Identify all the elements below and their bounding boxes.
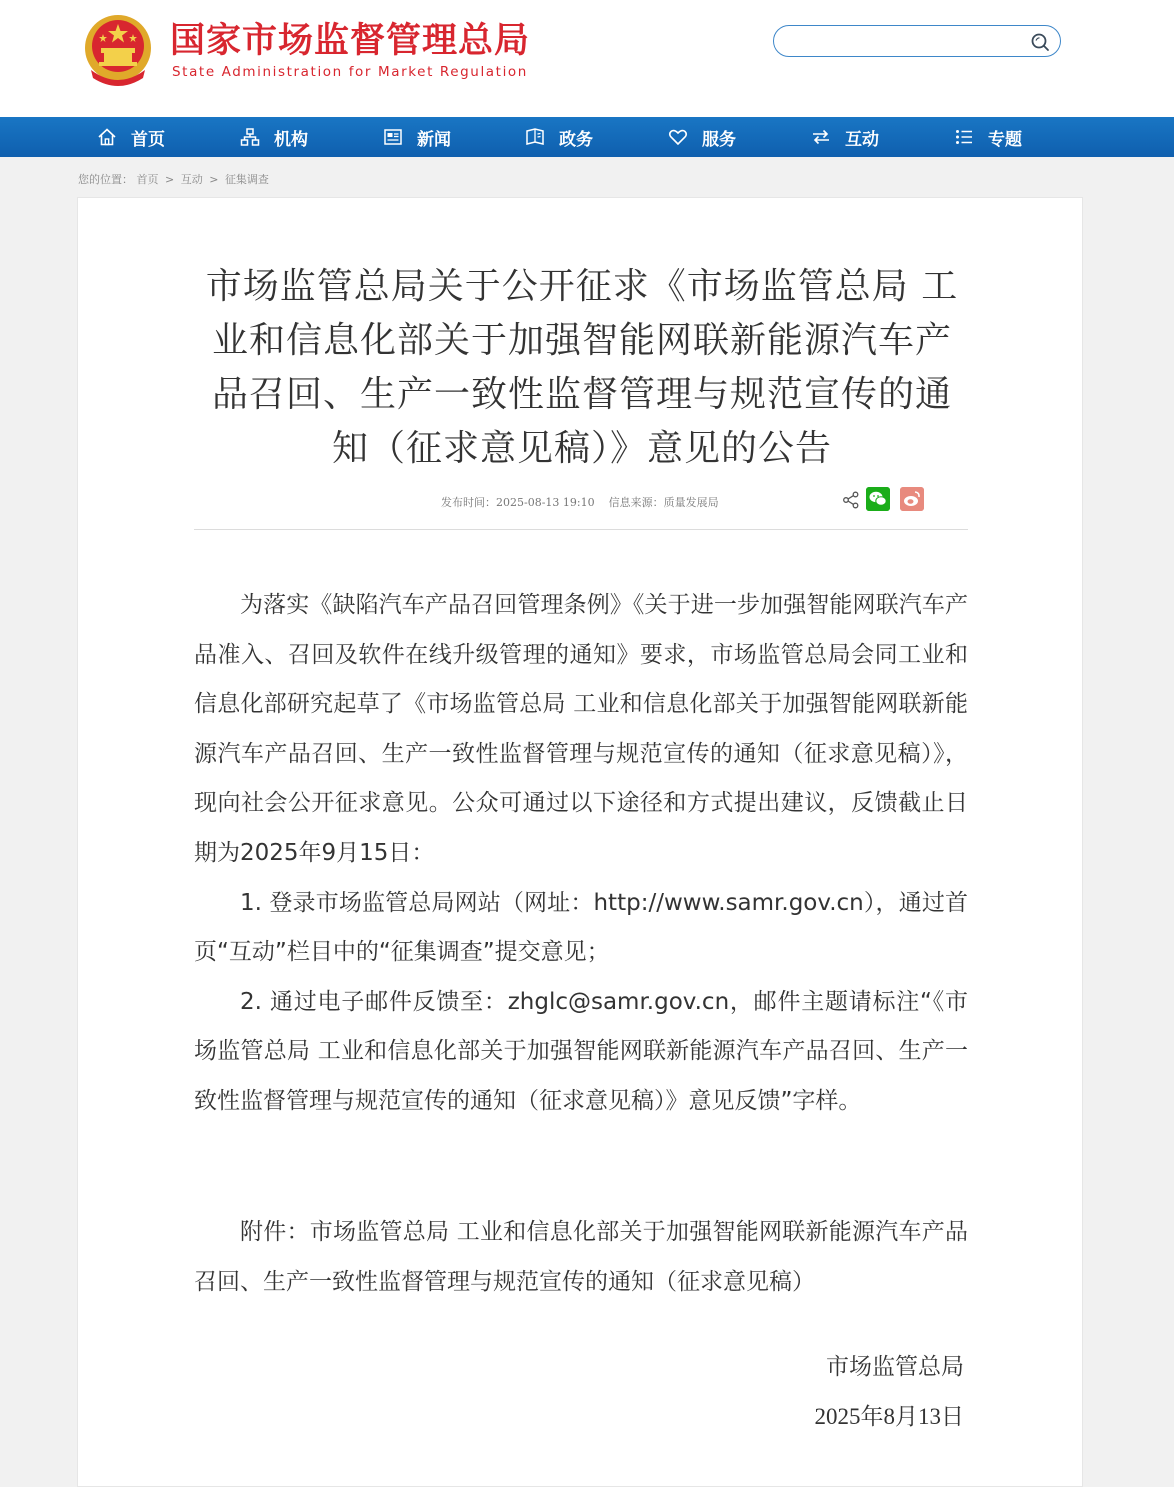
article-body — [194, 581, 968, 1127]
source-label: 信息来源： — [608, 496, 664, 509]
nav-item-news[interactable] — [383, 117, 451, 157]
breadcrumb-prefix: 您的位置： — [78, 173, 133, 186]
article-title: 市场监管总局关于公开征求《市场监管总局 工业和信息化部关于加强智能网联新能源汽车产品召回、生产一致性监督管理与规范宣传的通知（征求意见稿）》意见的公告 — [205, 266, 959, 469]
nav-item-services[interactable] — [668, 117, 736, 157]
site-logo-subtitle[interactable]: State Administration for Market Regulation — [172, 64, 528, 80]
article-card — [77, 197, 1083, 1487]
nav-label: 互动 — [845, 129, 879, 150]
nav-item-government-affairs[interactable] — [525, 117, 593, 157]
nav-label: 服务 — [702, 129, 736, 150]
breadcrumb-separator: > — [209, 173, 219, 186]
share-icon[interactable] — [842, 491, 860, 509]
breadcrumb-item-survey[interactable]: 征集调查 — [224, 173, 269, 186]
signature-date: 2025年8月13日 — [814, 1404, 964, 1429]
main-nav — [0, 117, 1174, 157]
nav-item-topics[interactable] — [954, 117, 1022, 157]
nav-label: 政务 — [559, 129, 593, 150]
weibo-icon[interactable] — [900, 487, 924, 511]
org-chart-icon — [240, 127, 260, 147]
search-input[interactable] — [788, 31, 1008, 51]
search-icon[interactable] — [1030, 32, 1050, 52]
site-header — [0, 0, 1174, 117]
source-value: 质量发展局 — [663, 496, 719, 509]
breadcrumb — [78, 171, 269, 187]
breadcrumb-item-home[interactable]: 首页 — [136, 173, 159, 186]
article-paragraph: 2. 通过电子邮件反馈至：zhglc@samr.gov.cn，邮件主题请标注“《市场监管总局 工业和信息化部关于加强智能网联新能源汽车产品召回、生产一致性监督管理与规范宣传的通知（征求意见稿）》意见反馈”字样。 — [194, 988, 968, 1114]
exchange-arrows-icon — [811, 127, 831, 147]
article-meta — [441, 494, 719, 510]
publish-time-label: 发布时间： — [441, 496, 496, 509]
nav-label: 首页 — [131, 129, 165, 150]
nav-label: 新闻 — [417, 129, 451, 150]
attachment-text[interactable]: 附件：市场监管总局 工业和信息化部关于加强智能网联新能源汽车产品召回、生产一致性监督管理与规范宣传的通知（征求意见稿） — [194, 1219, 968, 1295]
signature-org: 市场监管总局 — [826, 1354, 964, 1380]
wechat-icon[interactable] — [866, 487, 890, 511]
search-box — [773, 25, 1061, 57]
nav-item-home[interactable] — [97, 117, 165, 157]
article-paragraph: 为落实《缺陷汽车产品召回管理条例》《关于进一步加强智能网联汽车产品准入、召回及软件在线升级管理的通知》要求，市场监管总局会同工业和信息化部研究起草了《市场监管总局 工业和信息化部关于加强智能网联新能源汽车产品召回、生产一致性监督管理与规范宣传的通知（征求意见稿）》，现向社会公开征求意见。公众可通过以下途径和方式提出建议，反馈截止日期为2025年9月15日： — [194, 592, 968, 866]
nav-label: 机构 — [274, 129, 308, 150]
topic-list-icon — [954, 127, 974, 147]
publish-time: 2025-08-13 19:10 — [496, 496, 595, 509]
meta-divider — [194, 529, 968, 530]
nav-label: 专题 — [988, 129, 1022, 150]
article-paragraph: 1. 登录市场监管总局网站（网址：http://www.samr.gov.cn），通过首页“互动”栏目中的“征集调查”提交意见； — [194, 889, 968, 966]
breadcrumb-item-interaction[interactable]: 互动 — [180, 173, 203, 186]
nav-item-organization[interactable] — [240, 117, 308, 157]
national-emblem-icon[interactable] — [83, 12, 153, 86]
news-icon — [383, 127, 403, 147]
government-affairs-icon — [525, 127, 545, 147]
home-icon — [97, 127, 117, 147]
heart-icon — [668, 127, 688, 147]
nav-item-interaction[interactable] — [811, 117, 879, 157]
breadcrumb-separator: > — [165, 173, 175, 186]
article-attachment — [194, 1208, 968, 1307]
site-logo-title[interactable]: 国家市场监督管理总局 — [170, 21, 531, 61]
